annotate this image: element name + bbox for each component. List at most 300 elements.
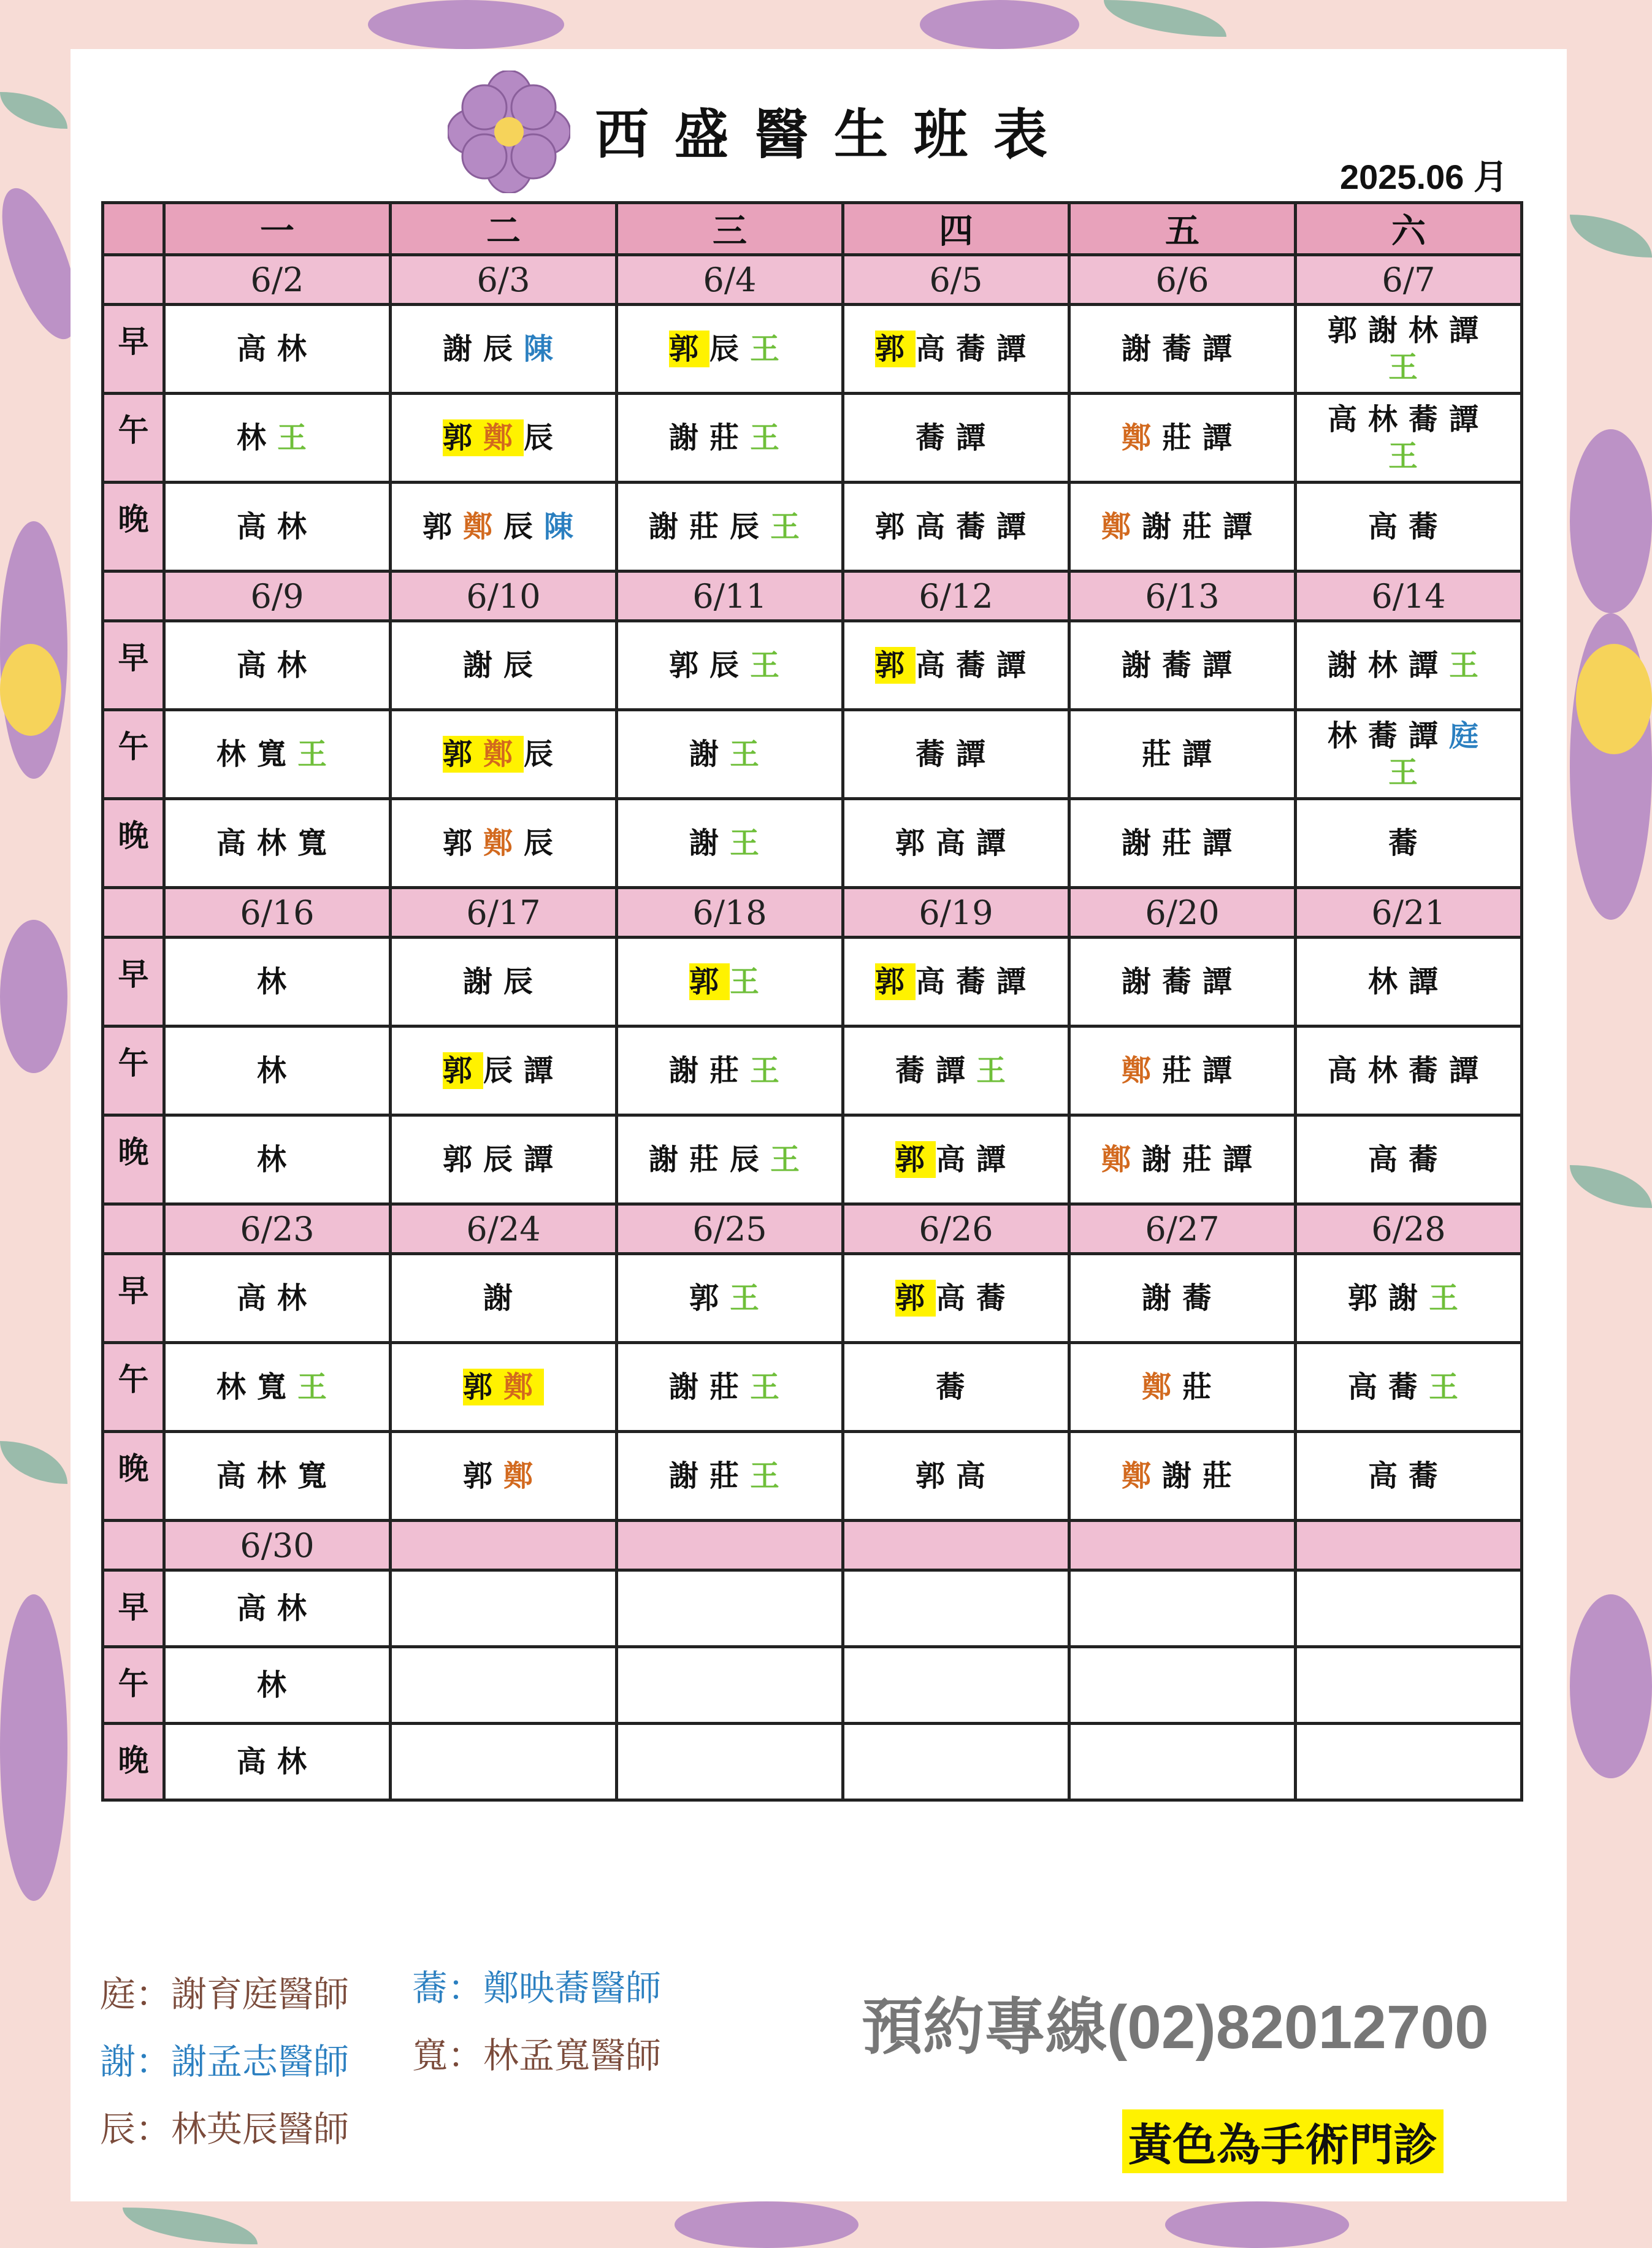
doctor-code: 莊 — [689, 510, 730, 544]
shift-cell — [1296, 1724, 1522, 1800]
shift-cell — [1296, 1027, 1522, 1115]
doctor-code: 譚 — [976, 826, 1017, 860]
doctor-code: 陳 — [524, 332, 565, 366]
date-cell: 6/6 — [1069, 255, 1296, 305]
doctor-code: 譚 — [1223, 1142, 1264, 1177]
shift-cell — [1296, 799, 1522, 888]
shift-cell — [617, 483, 843, 572]
weekday-header: 三 — [617, 203, 843, 255]
doctor-code: 高 — [1327, 1053, 1368, 1088]
doctor-code: 蕎 — [1409, 1053, 1450, 1088]
doctor-code: 譚 — [1203, 648, 1244, 682]
shift-cell — [843, 938, 1069, 1027]
legend-item: 寬：林孟寬醫師 — [412, 2035, 662, 2076]
date-cell: 6/4 — [617, 255, 843, 305]
doctor-code: 王 — [1388, 439, 1429, 473]
doctor-code: 王 — [750, 1370, 791, 1404]
shift-cell — [1296, 1570, 1522, 1647]
shift-cell — [617, 710, 843, 799]
doctor-code: 高 — [1347, 1370, 1388, 1404]
date-cell: 6/17 — [391, 888, 617, 938]
shift-cell — [1069, 799, 1296, 888]
shift-cell — [617, 1570, 843, 1647]
shift-row — [103, 938, 1522, 1027]
doctor-code: 蕎 — [1367, 719, 1409, 753]
doctor-code: 謝 — [1367, 313, 1409, 348]
date-cell: 6/2 — [164, 255, 391, 305]
shift-cell — [1069, 1027, 1296, 1115]
doctor-code: 莊 — [709, 1370, 750, 1404]
doctor-code: 謝 — [648, 510, 689, 544]
legend-item: 庭：謝育庭醫師 — [100, 1973, 350, 2015]
doctor-code: 鄭 — [1101, 1142, 1142, 1177]
date-row — [103, 255, 1522, 305]
shift-row — [103, 305, 1522, 394]
shift-cell — [164, 938, 391, 1027]
date-cell — [391, 1521, 617, 1570]
date-cell: 6/25 — [617, 1204, 843, 1254]
doctor-code: 譚 — [935, 1053, 976, 1088]
shift-cell — [843, 1724, 1069, 1800]
shift-cell — [391, 1647, 617, 1724]
doctor-code: 謝 — [462, 648, 503, 682]
shift-cell — [843, 710, 1069, 799]
shift-cell — [617, 1343, 843, 1432]
shift-label: 早 — [103, 1570, 164, 1647]
shift-cell — [1069, 938, 1296, 1027]
shift-cell — [1069, 1343, 1296, 1432]
shift-cell — [843, 1432, 1069, 1521]
doctor-code: 謝 — [668, 1370, 709, 1404]
doctor-code: 謝 — [1121, 965, 1162, 999]
doctor-code: 高 — [1367, 510, 1409, 544]
doctor-code: 郭 — [442, 1053, 483, 1088]
legend-item: 辰：林英辰醫師 — [100, 2108, 350, 2150]
date-cell: 6/11 — [617, 572, 843, 621]
doctor-code: 蕎 — [956, 965, 997, 999]
doctor-code: 謝 — [668, 1459, 709, 1493]
doctor-code: 林 — [256, 965, 297, 999]
date-row-side — [103, 1204, 164, 1254]
doctor-code: 高 — [915, 965, 956, 999]
doctor-code: 蕎 — [956, 648, 997, 682]
doctor-code: 謝 — [648, 1142, 689, 1177]
date-row — [103, 1204, 1522, 1254]
date-row — [103, 888, 1522, 938]
shift-cell — [164, 621, 391, 710]
date-cell: 6/10 — [391, 572, 617, 621]
shift-cell — [617, 938, 843, 1027]
shift-row — [103, 483, 1522, 572]
shift-cell — [1069, 394, 1296, 483]
doctor-code: 高 — [1367, 1142, 1409, 1177]
date-cell: 6/19 — [843, 888, 1069, 938]
doctor-code: 王 — [730, 1281, 771, 1315]
doctor-code: 高 — [236, 510, 277, 544]
shift-cell — [843, 1343, 1069, 1432]
doctor-code: 郭 — [1327, 313, 1368, 348]
doctor-code: 王 — [750, 648, 791, 682]
doctor-code: 譚 — [1203, 421, 1244, 455]
date-cell — [843, 1521, 1069, 1570]
doctor-code: 郭 — [442, 737, 483, 771]
shift-cell — [843, 1027, 1069, 1115]
doctor-code: 鄭 — [503, 1370, 545, 1404]
date-cell — [617, 1521, 843, 1570]
date-cell: 6/21 — [1296, 888, 1522, 938]
doctor-code: 莊 — [1161, 826, 1203, 860]
doctor-code: 辰 — [503, 965, 545, 999]
doctor-code: 高 — [236, 332, 277, 366]
doctor-code: 辰 — [503, 510, 545, 544]
shift-cell — [391, 1027, 617, 1115]
doctor-code: 譚 — [1409, 965, 1450, 999]
shift-cell — [843, 1570, 1069, 1647]
doctor-code: 高 — [236, 1591, 277, 1626]
doctor-code: 蕎 — [1409, 402, 1450, 437]
doctor-code: 林 — [256, 1142, 297, 1177]
shift-cell — [164, 1570, 391, 1647]
shift-cell — [164, 483, 391, 572]
shift-cell — [1296, 1254, 1522, 1343]
shift-cell — [617, 1647, 843, 1724]
doctor-code: 林 — [277, 510, 318, 544]
doctor-code: 莊 — [709, 421, 750, 455]
doctor-code: 辰 — [730, 510, 771, 544]
doctor-code: 蕎 — [895, 1053, 936, 1088]
shift-cell — [617, 1724, 843, 1800]
date-cell: 6/14 — [1296, 572, 1522, 621]
shift-label: 午 — [103, 1343, 164, 1432]
doctor-code: 郭 — [462, 1459, 503, 1493]
doctor-code: 鄭 — [483, 826, 524, 860]
shift-cell — [391, 710, 617, 799]
shift-cell — [164, 1254, 391, 1343]
doctor-code: 高 — [935, 1142, 976, 1177]
doctor-code: 高 — [915, 510, 956, 544]
doctor-code: 林 — [277, 1591, 318, 1626]
doctor-code: 寬 — [297, 1459, 338, 1493]
shift-cell — [164, 394, 391, 483]
doctor-code: 譚 — [1223, 510, 1264, 544]
doctor-code: 鄭 — [503, 1459, 545, 1493]
shift-cell — [391, 1254, 617, 1343]
doctor-code: 謝 — [1141, 1281, 1182, 1315]
doctor-code: 王 — [277, 421, 318, 455]
doctor-code: 譚 — [1203, 332, 1244, 366]
weekday-header: 一 — [164, 203, 391, 255]
doctor-code: 王 — [1449, 648, 1490, 682]
doctor-code: 莊 — [1182, 510, 1223, 544]
date-cell: 6/12 — [843, 572, 1069, 621]
doctor-code: 辰 — [730, 1142, 771, 1177]
shift-cell — [1069, 710, 1296, 799]
shift-cell — [164, 1724, 391, 1800]
shift-cell — [1296, 394, 1522, 483]
doctor-code: 莊 — [709, 1053, 750, 1088]
shift-cell — [391, 938, 617, 1027]
doctor-code: 莊 — [1161, 1053, 1203, 1088]
doctor-code: 王 — [750, 1459, 791, 1493]
doctor-code: 謝 — [689, 737, 730, 771]
page-title: 西盛醫生班表 — [595, 103, 1074, 166]
date-cell — [1069, 1521, 1296, 1570]
doctor-code: 王 — [1388, 350, 1429, 384]
doctor-code: 蕎 — [956, 510, 997, 544]
doctor-code: 鄭 — [1121, 1053, 1162, 1088]
doctor-code: 郭 — [874, 510, 916, 544]
doctor-code: 鄭 — [462, 510, 503, 544]
shift-cell — [617, 394, 843, 483]
shift-cell — [617, 1027, 843, 1115]
shift-cell — [1296, 1647, 1522, 1724]
doctor-code: 莊 — [1203, 1459, 1244, 1493]
shift-cell — [1296, 483, 1522, 572]
doctor-code: 高 — [915, 648, 956, 682]
doctor-code: 郭 — [895, 1142, 936, 1177]
doctor-code: 莊 — [1182, 1370, 1223, 1404]
shift-label: 午 — [103, 710, 164, 799]
doctor-code: 陳 — [544, 510, 585, 544]
weekday-header: 二 — [391, 203, 617, 255]
doctor-code: 譚 — [996, 332, 1038, 366]
doctor-code: 辰 — [503, 648, 545, 682]
date-row-side — [103, 1521, 164, 1570]
shift-cell — [1296, 1115, 1522, 1204]
shift-cell — [617, 799, 843, 888]
doctor-code: 辰 — [709, 332, 750, 366]
shift-cell — [164, 1432, 391, 1521]
doctor-code: 郭 — [689, 1281, 730, 1315]
date-cell: 6/3 — [391, 255, 617, 305]
doctor-code: 蕎 — [1182, 1281, 1223, 1315]
doctor-code: 鄭 — [1141, 1370, 1182, 1404]
doctor-code: 林 — [277, 1745, 318, 1779]
doctor-code: 林 — [216, 737, 257, 771]
date-cell: 6/13 — [1069, 572, 1296, 621]
legend-item: 謝：謝孟志醫師 — [100, 2041, 350, 2082]
shift-cell — [843, 483, 1069, 572]
doctor-code: 鄭 — [483, 421, 524, 455]
date-cell — [1296, 1521, 1522, 1570]
doctor-code: 譚 — [956, 421, 997, 455]
doctor-code: 蕎 — [1161, 965, 1203, 999]
shift-cell — [1296, 1343, 1522, 1432]
doctor-code: 林 — [277, 1281, 318, 1315]
doctor-code: 高 — [216, 1459, 257, 1493]
weekday-header: 五 — [1069, 203, 1296, 255]
doctor-code: 謝 — [668, 1053, 709, 1088]
date-row-side — [103, 572, 164, 621]
doctor-code: 林 — [1367, 648, 1409, 682]
doctor-code: 郭 — [874, 965, 916, 999]
shift-cell — [391, 1115, 617, 1204]
doctor-code: 王 — [1388, 755, 1429, 790]
shift-cell — [164, 1027, 391, 1115]
doctor-code: 蕎 — [1409, 510, 1450, 544]
doctor-code: 王 — [297, 737, 338, 771]
doctor-code: 譚 — [524, 1053, 565, 1088]
header-corner — [103, 203, 164, 255]
doctor-code: 謝 — [1141, 1142, 1182, 1177]
doctor-code: 林 — [277, 332, 318, 366]
doctor-code: 譚 — [1182, 737, 1223, 771]
doctor-code: 郭 — [442, 1142, 483, 1177]
doctor-code: 林 — [1367, 1053, 1409, 1088]
shift-label: 午 — [103, 1647, 164, 1724]
shift-cell — [843, 1254, 1069, 1343]
doctor-code: 譚 — [1203, 1053, 1244, 1088]
doctor-code: 蕎 — [915, 421, 956, 455]
doctor-code: 王 — [770, 510, 811, 544]
doctor-code: 王 — [750, 1053, 791, 1088]
doctor-code: 高 — [236, 1745, 277, 1779]
doctor-code: 林 — [1367, 402, 1409, 437]
schedule-table — [101, 201, 1523, 1802]
shift-row — [103, 1254, 1522, 1343]
shift-cell — [617, 1115, 843, 1204]
doctor-code: 王 — [730, 826, 771, 860]
shift-cell — [1296, 621, 1522, 710]
doctor-code: 莊 — [689, 1142, 730, 1177]
header — [448, 64, 1184, 193]
shift-cell — [1069, 483, 1296, 572]
doctor-code: 謝 — [1121, 332, 1162, 366]
shift-cell — [391, 1432, 617, 1521]
doctor-code: 高 — [1327, 402, 1368, 437]
doctor-code: 郭 — [895, 826, 936, 860]
doctor-code: 謝 — [1121, 826, 1162, 860]
doctor-code: 蕎 — [1161, 332, 1203, 366]
date-cell: 6/5 — [843, 255, 1069, 305]
doctor-code: 鄭 — [1121, 421, 1162, 455]
doctor-code: 王 — [730, 737, 771, 771]
doctor-code: 郭 — [874, 648, 916, 682]
doctor-code: 譚 — [976, 1142, 1017, 1177]
date-row — [103, 572, 1522, 621]
shift-label: 早 — [103, 305, 164, 394]
shift-label: 晚 — [103, 1432, 164, 1521]
shift-cell — [391, 394, 617, 483]
doctor-code: 鄭 — [483, 737, 524, 771]
doctor-code: 譚 — [1449, 313, 1490, 348]
shift-cell — [617, 305, 843, 394]
doctor-code: 辰 — [524, 826, 565, 860]
date-cell: 6/23 — [164, 1204, 391, 1254]
date-cell: 6/20 — [1069, 888, 1296, 938]
doctor-code: 蕎 — [1388, 1370, 1429, 1404]
doctor-code: 謝 — [462, 965, 503, 999]
doctor-code: 高 — [935, 826, 976, 860]
shift-row — [103, 1647, 1522, 1724]
shift-cell — [1296, 938, 1522, 1027]
doctor-code: 郭 — [442, 826, 483, 860]
doctor-code: 譚 — [996, 965, 1038, 999]
doctor-code: 辰 — [483, 1142, 524, 1177]
doctor-code: 辰 — [524, 737, 565, 771]
date-cell: 6/7 — [1296, 255, 1522, 305]
shift-cell — [1069, 621, 1296, 710]
shift-cell — [1069, 1432, 1296, 1521]
shift-cell — [391, 305, 617, 394]
shift-cell — [617, 1254, 843, 1343]
shift-cell — [843, 394, 1069, 483]
shift-cell — [391, 1343, 617, 1432]
doctor-code: 高 — [236, 648, 277, 682]
shift-cell — [1296, 710, 1522, 799]
doctor-code: 譚 — [956, 737, 997, 771]
weekday-header: 六 — [1296, 203, 1522, 255]
shift-row — [103, 394, 1522, 483]
shift-cell — [1069, 305, 1296, 394]
doctor-code: 謝 — [1161, 1459, 1203, 1493]
shift-cell — [391, 483, 617, 572]
date-cell: 6/26 — [843, 1204, 1069, 1254]
shift-cell — [391, 799, 617, 888]
shift-cell — [843, 1647, 1069, 1724]
flower-logo-icon — [448, 71, 570, 193]
doctor-code: 蕎 — [1388, 826, 1429, 860]
shift-cell — [1069, 1724, 1296, 1800]
doctor-code: 林 — [1409, 313, 1450, 348]
shift-row — [103, 1432, 1522, 1521]
doctor-code: 王 — [1429, 1370, 1470, 1404]
shift-cell — [1069, 1570, 1296, 1647]
surgery-note: 黃色為手術門診 — [1122, 2109, 1444, 2173]
doctor-code: 譚 — [1203, 965, 1244, 999]
doctor-code: 譚 — [996, 648, 1038, 682]
doctor-code: 郭 — [915, 1459, 956, 1493]
shift-cell — [617, 1432, 843, 1521]
doctor-code: 郭 — [668, 332, 709, 366]
doctor-code: 郭 — [442, 421, 483, 455]
shift-label: 午 — [103, 1027, 164, 1115]
doctor-code: 譚 — [1203, 826, 1244, 860]
doctor-code: 蕎 — [1409, 1459, 1450, 1493]
doctor-code: 蕎 — [1161, 648, 1203, 682]
doctor-code: 王 — [1429, 1281, 1470, 1315]
doctor-code: 郭 — [1347, 1281, 1388, 1315]
date-row-side — [103, 255, 164, 305]
shift-row — [103, 710, 1522, 799]
shift-row — [103, 1115, 1522, 1204]
date-cell: 6/27 — [1069, 1204, 1296, 1254]
date-row-side — [103, 888, 164, 938]
doctor-code: 蕎 — [956, 332, 997, 366]
date-cell: 6/30 — [164, 1521, 391, 1570]
doctor-code: 謝 — [668, 421, 709, 455]
doctor-code: 謝 — [689, 826, 730, 860]
doctor-code: 王 — [770, 1142, 811, 1177]
shift-cell — [391, 621, 617, 710]
doctor-code: 郭 — [895, 1281, 936, 1315]
doctor-code: 謝 — [1388, 1281, 1429, 1315]
doctor-code: 高 — [236, 1281, 277, 1315]
doctor-code: 郭 — [874, 332, 916, 366]
doctor-code: 蕎 — [976, 1281, 1017, 1315]
doctor-code: 謝 — [1327, 648, 1368, 682]
shift-label: 晚 — [103, 1724, 164, 1800]
doctor-code: 庭 — [1449, 719, 1490, 753]
shift-cell — [164, 305, 391, 394]
doctor-code: 莊 — [709, 1459, 750, 1493]
doctor-code: 林 — [256, 1668, 297, 1702]
doctor-code: 蕎 — [1409, 1142, 1450, 1177]
shift-cell — [617, 621, 843, 710]
doctor-code: 王 — [297, 1370, 338, 1404]
doctor-code: 林 — [256, 826, 297, 860]
doctor-code: 謝 — [1121, 648, 1162, 682]
